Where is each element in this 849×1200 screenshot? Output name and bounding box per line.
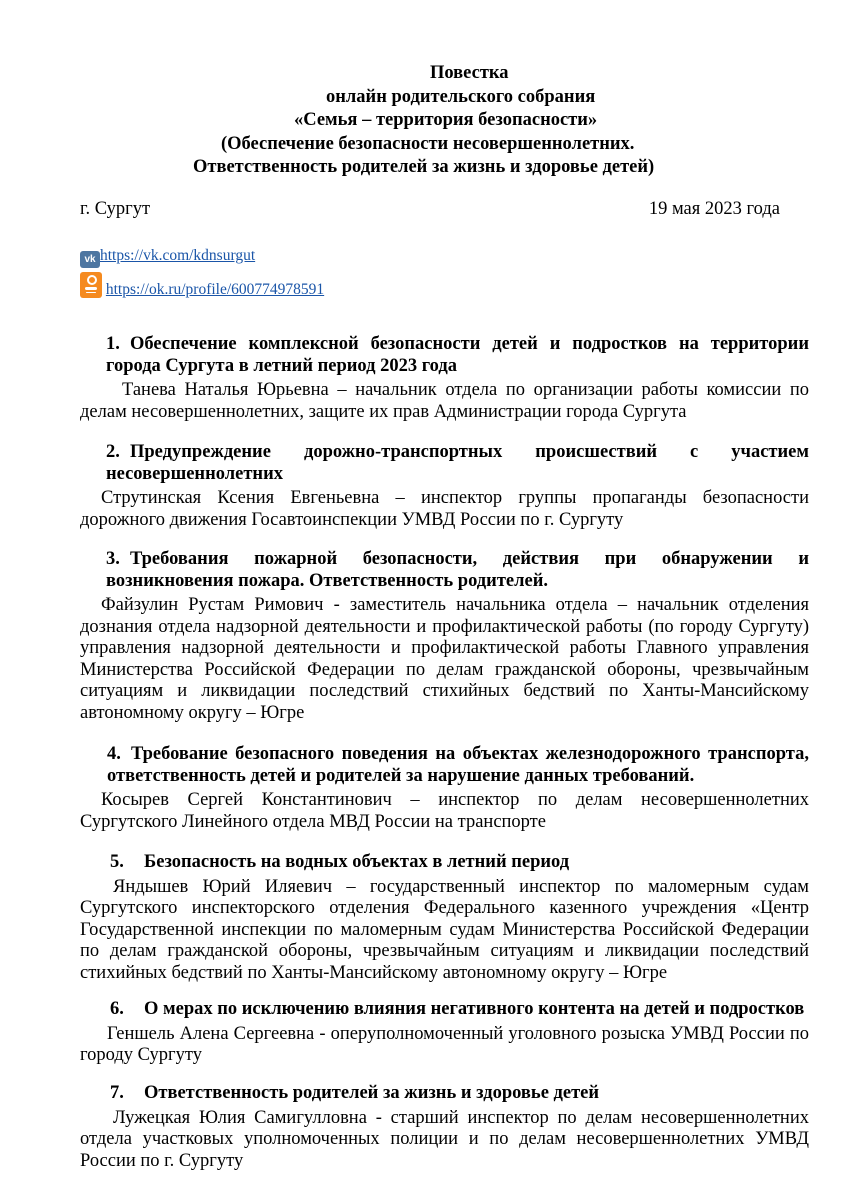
agenda-item-title: 4. Требование безопасного поведения на объектах железнодорожного транспорта, ответственность детей и родителей за нарушение данных требований. [107,744,809,786]
title-line-2: онлайн родительского собрания [326,86,596,107]
agenda-item-speaker: Геншель Алена Сергеевна - оперуполномоченный уголовного розыска УМВД России по городу Сургуту [80,1023,809,1065]
agenda-item-speaker: Файзулин Рустам Римович - заместитель начальника отдела – начальник отделения дознания отдела надзорной деятельности и профилактической работы (по городу Сургуту) управления надзорной деятельности и профилактической работы Главного управления Министерства Российской Федерации по делам гражданской обороны, чрезвычайным ситуациям и ликвидации последствий стихийных бедствий по Ханты-Мансийскому автономному округу – Югре [80,595,809,723]
item-number: 5. [110,852,124,872]
title-line-5: Ответственность родителей за жизнь и здоровье детей) [193,157,655,177]
agenda-item-speaker: Струтинская Ксения Евгеньевна – инспектор группы пропаганды безопасности дорожного движения Госавтоинспекции УМВД России по г. Сургуту [80,488,809,530]
vk-link[interactable]: https://vk.com/kdnsurgut [100,247,256,264]
agenda-item-title: 7. Ответственность родителей за жизнь и здоровье детей [110,1083,600,1103]
agenda-item-4 [80,744,809,833]
agenda-item-1 [80,334,809,423]
title-line-3: «Семья – территория безопасности» [294,110,598,130]
agenda-item-speaker: Танева Наталья Юрьевна – начальник отдела по организации работы комиссии по делам несовершеннолетних, защите их прав Администрации города Сургута [80,380,809,422]
item-number: 3. [106,549,120,569]
item-number: 6. [110,999,124,1019]
item-number: 4. [107,744,121,764]
vk-link-row [80,246,255,268]
title-line-4: (Обеспечение безопасности несовершеннолетних. [221,133,635,154]
ok-link[interactable]: https://ok.ru/profile/600774978591 [105,281,325,298]
document-title [0,62,849,180]
agenda-item-title: 3. Требования пожарной безопасности, действия при обнаружении и возникновения пожара. Ответственность родителей. [106,549,809,591]
agenda-item-title: 2. Предупреждение дорожно-транспортных происшествий с участием несовершеннолетних [106,442,809,484]
agenda-item-speaker: Лужецкая Юлия Самигулловна - старший инспектор по делам несовершеннолетних отдела участковых уполномоченных полиции и по делам несовершеннолетних УМВД России по г. Сургуту [80,1107,809,1171]
item-number: 2. [106,442,120,462]
agenda-item-speaker: Яндышев Юрий Иляевич – государственный инспектор по маломерным судам Сургутского инспекторского отделения Федерального казенного учреждения «Центр Государственной инспекции по маломерным судам Министерства Российской Федерации по делам гражданской обороны, чрезвычайным ситуациям и ликвидации последствий стихийных бедствий по Ханты-Мансийскому автономному округу – Югре [80,876,809,983]
agenda-item-title: 6. О мерах по исключению влияния негативного контента на детей и подростков [110,999,805,1019]
ok-link-row [80,272,324,300]
odnoklassniki-icon[interactable] [80,272,102,298]
meeting-date: 19 мая 2023 года [648,199,780,219]
city: г. Сургут [80,199,151,219]
title-line-1: Повестка [430,63,509,83]
agenda-item-7 [80,1083,809,1172]
vk-icon[interactable]: vk [80,251,100,268]
item-number: 1. [106,334,120,354]
agenda-item-title: 1. Обеспечение комплексной безопасности детей и подростков на территории города Сургута в летний период 2023 года [106,334,809,376]
agenda-item-2 [80,442,809,531]
item-number: 7. [110,1083,124,1103]
agenda-item-3 [80,549,809,724]
agenda-item-speaker: Косырев Сергей Константинович – инспектор по делам несовершеннолетних Сургутского Линейного отдела МВД России на транспорте [80,790,809,832]
agenda-item-5 [80,852,809,984]
agenda-item-6 [80,999,809,1067]
agenda-item-title: 5. Безопасность на водных объектах в летний период [110,852,570,872]
